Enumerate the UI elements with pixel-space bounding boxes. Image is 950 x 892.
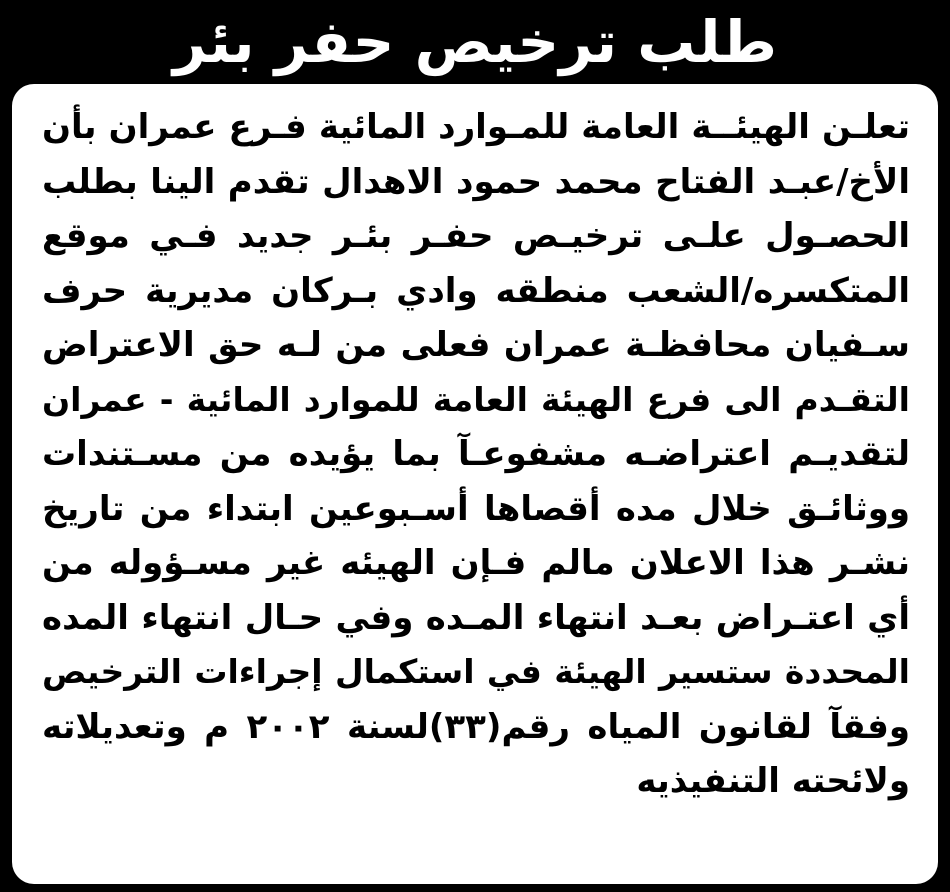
- body-line: وفقآ لقانون المياه رقم(٣٣)لسنة ٢٠٠٢ م وتعديلاته: [42, 706, 910, 747]
- body-line: سـفيان محافظـة عمران فعلى من لـه حق الاعتراض: [42, 325, 910, 365]
- body-line: تعلـن الهيئــة العامة للمـوارد المائية فـرع عمران بأن: [42, 107, 910, 147]
- body-line: المحددة ستسير الهيئة في استكمال إجراءات الترخيص: [42, 652, 910, 691]
- body-line: ووثائـق خلال مده أقصاها أسـبوعين ابتداء من تاريخ: [42, 488, 910, 529]
- title-bar: [0, 0, 950, 84]
- body-line: المتكسره/الشعب منطقه وادي بـركان مديرية حرف: [42, 270, 910, 311]
- body-line: الحصـول علـى ترخيـص حفـر بئـر جديد فـي موقع: [42, 216, 910, 256]
- body-line: لتقديـم اعتراضـه مشفوعـآ بما يؤيده من مسـتندات: [42, 434, 910, 474]
- body-line: أي اعتـراض بعـد انتهاء المـده وفي حـال انتهاء المده: [42, 597, 910, 638]
- notice-body-panel: [12, 84, 938, 884]
- body-line-last: ولائحته التنفيذيه: [636, 761, 910, 801]
- body-line: الأخ/عبـد الفتاح محمد حمود الاهدال تقدم الينا بطلب: [42, 161, 910, 202]
- body-line: التقـدم الى فرع الهيئة العامة للموارد المائية - عمران: [42, 379, 910, 419]
- body-line: نشـر هذا الاعلان مالم فـإن الهيئه غير مسـؤوله من: [42, 543, 910, 583]
- notice-body-text: [42, 100, 910, 809]
- notice-title: طلب ترخيص حفر بئر: [173, 8, 777, 76]
